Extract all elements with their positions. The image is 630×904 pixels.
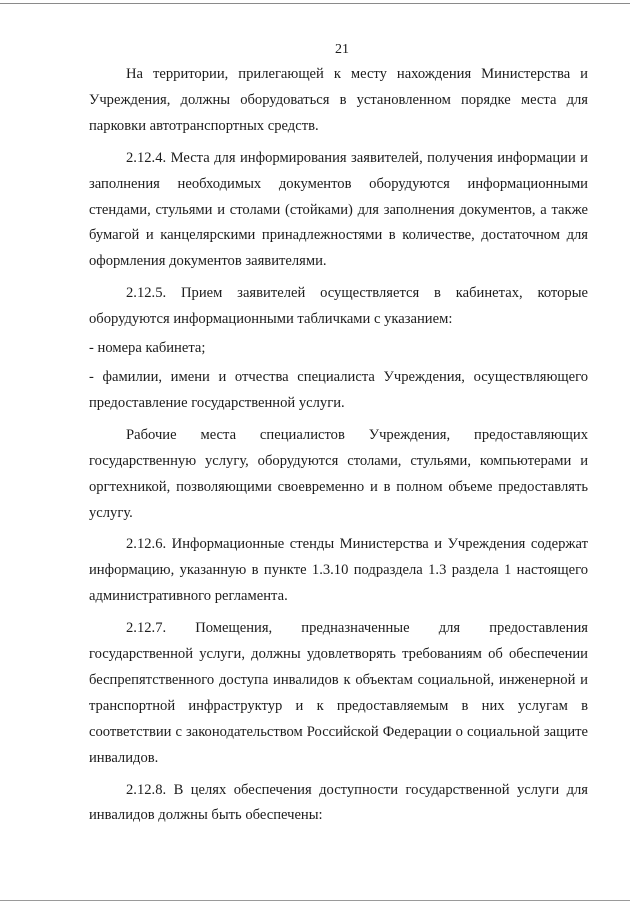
paragraph-workplaces: Рабочие места специалистов Учреждения, предоставляющих государственную услугу, оборудуются столами, стульями, компьютерами и оргтехникой, позволяющими своевременно и в полном объеме предоставлять услугу. [89,426,588,521]
paragraph-2-12-7: 2.12.7. Помещения, предназначенные для предоставления государственной услуги, должны удовлетворять требованиям об обеспечении беспрепятственного доступа инвалидов к объектам социальной, инженерной и транспортной инфраструктур и к предоставляемым в них услугам в соответствии с законодательством Российской Федерации о социальной защите инвалидов. [89,620,588,766]
paragraph-parking: На территории, прилегающей к месту нахождения Министерства и Учреждения, должны оборудоваться в установленном порядке места для парковки автотранспортных средств. [89,66,588,134]
paragraph-2-12-5: 2.12.5. Прием заявителей осуществляется в кабинетах, которые оборудуются информационными табличками с указанием: [89,285,588,328]
list-item-room-number: - номера кабинета; [89,340,206,357]
paragraph-2-12-6: 2.12.6. Информационные стенды Министерства и Учреждения содержат информацию, указанную в пункте 1.3.10 подраздела 1.3 раздела 1 настоящего административного регламента. [89,536,588,605]
paragraph-2-12-8: 2.12.8. В целях обеспечения доступности государственной услуги для инвалидов должны быть обеспечены: [89,781,588,824]
document-body [89,62,588,829]
page-number: 21 [335,42,349,57]
list-item-specialist-name: - фамилии, имени и отчества специалиста Учреждения, осуществляющего предоставление государственной услуги. [89,368,588,411]
bottom-scan-edge [0,900,630,901]
top-scan-edge [0,3,630,4]
paragraph-2-12-4: 2.12.4. Места для информирования заявителей, получения информации и заполнения необходимых документов оборудуются информационными стендами, стульями и столами (стойками) для заполнения документов, а также бумагой и канцелярскими принадлежностями в количестве, достаточном для оформления документов заявителями. [89,149,588,270]
